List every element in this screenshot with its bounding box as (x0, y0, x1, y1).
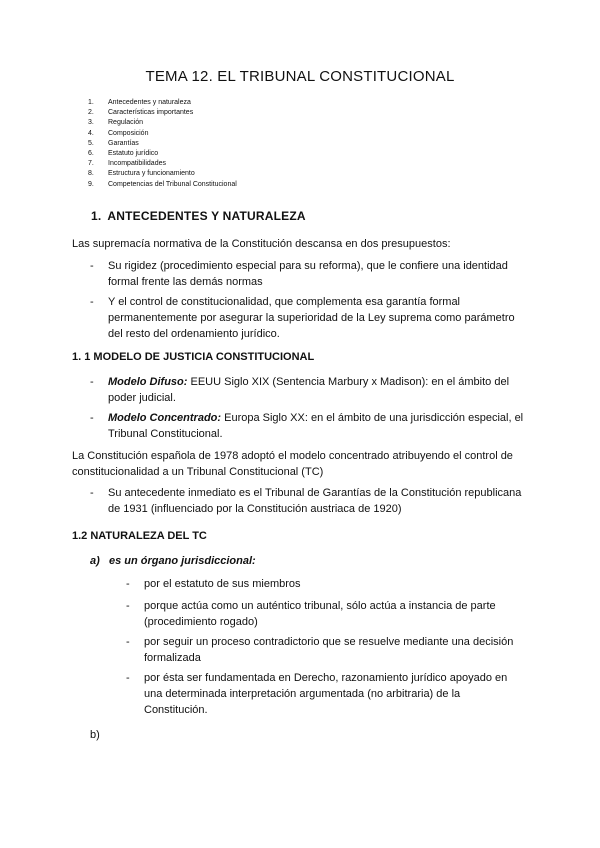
dash-bullet: - (90, 487, 94, 499)
list-item (90, 410, 550, 442)
list-item (90, 485, 560, 517)
text-line: Su rigidez (procedimiento especial para su reforma), que le confiere una identidad (108, 260, 508, 272)
list-item (90, 374, 550, 406)
toc-number: 1. (88, 99, 94, 106)
text-line: formal frente las demás normas (108, 276, 263, 288)
list-item (90, 258, 550, 290)
subsection-heading: 1. 1 MODELO DE JUSTICIA CONSTITUCIONAL (72, 351, 315, 363)
dash-bullet: - (90, 260, 94, 272)
toc-number: 6. (88, 150, 94, 158)
toc-number: 3. (88, 119, 94, 127)
dash-bullet: - (90, 296, 94, 308)
toc-label: Garantías (108, 139, 139, 147)
toc-label: Antecedentes y naturaleza (108, 99, 191, 106)
page-title: TEMA 12. EL TRIBUNAL CONSTITUCIONAL (145, 68, 455, 85)
toc-label: Características importantes (108, 109, 194, 117)
toc-label: Estatuto jurídico (108, 150, 159, 158)
text-line: permanentemente por asegurar la superioridad de la Ley suprema como parámetro (108, 312, 515, 324)
text-line: Y el control de constitucionalidad, que complementa esa garantía formal (108, 296, 461, 308)
subsection-heading: 1.2 NATURALEZA DEL TC (72, 530, 207, 542)
text-line: por ésta ser fundamentada en Derecho, razonamiento jurídico apoyado en (144, 672, 508, 684)
dash-bullet: - (90, 412, 94, 424)
text-line: por seguir un proceso contradictorio que se resuelve mediante una decisión (144, 636, 514, 648)
dash-bullet: - (126, 578, 130, 590)
toc-item (88, 129, 237, 139)
list-item (126, 634, 546, 666)
term-label: Modelo Difuso: (108, 376, 188, 388)
list-item (126, 576, 546, 592)
text-line: formalizada (144, 652, 201, 664)
table-of-contents (88, 98, 237, 190)
term-label: Modelo Concentrado: (108, 412, 222, 424)
toc-item (88, 98, 237, 108)
text-line: (procedimiento rogado) (144, 616, 258, 628)
toc-item (88, 149, 237, 159)
toc-label: Incompatibilidades (108, 160, 166, 168)
toc-label: Regulación (108, 119, 144, 127)
text-line: Su antecedente inmediato es el Tribunal de Garantías de la Constitución republicana (108, 487, 522, 499)
paragraph (72, 448, 552, 480)
text-line: de 1931 (influenciado por la Constitución austriaca de 1920) (108, 503, 402, 515)
dash-bullet: - (126, 672, 130, 684)
section-number: 1. (91, 209, 102, 223)
dash-bullet: - (126, 600, 130, 612)
list-label-a (90, 553, 256, 569)
text-line: Tribunal Constitucional. (108, 428, 223, 440)
dash-bullet: - (90, 376, 94, 388)
list-label-b: b) (90, 729, 100, 741)
toc-number: 2. (88, 109, 94, 117)
text-line: Constitución. (144, 704, 208, 716)
toc-item (88, 169, 237, 179)
list-item (126, 598, 546, 630)
toc-label: Composición (108, 129, 149, 137)
text-line: constitucionalidad a un Tribunal Constitucional (TC) (72, 466, 324, 478)
toc-number: 9. (88, 180, 94, 188)
list-letter: a) (90, 555, 100, 567)
toc-number: 8. (88, 170, 94, 178)
text-line: por el estatuto de sus miembros (144, 578, 301, 590)
term-description: EEUU Siglo XIX (Sentencia Marbury x Madison): en el ámbito del (187, 376, 510, 388)
toc-label: Competencias del Tribunal Constitucional (108, 180, 237, 188)
toc-number: 5. (88, 139, 94, 147)
text-line: La Constitución española de 1978 adoptó el modelo concentrado atribuyendo el control de (72, 450, 513, 462)
toc-label: Estructura y funcionamiento (108, 170, 195, 178)
text-line: porque actúa como un auténtico tribunal, sólo actúa a instancia de parte (144, 600, 496, 612)
toc-number: 7. (88, 160, 94, 168)
toc-item (88, 139, 237, 149)
toc-item (88, 118, 237, 128)
list-text: es un órgano jurisdiccional: (109, 555, 256, 567)
dash-bullet: - (126, 636, 130, 648)
text-line: una determinada interpretación argumentada (no arbitraria) de la (144, 688, 461, 700)
text-line: del resto del ordenamiento jurídico. (108, 328, 280, 340)
text-line: poder judicial. (108, 392, 176, 404)
section-title: ANTECEDENTES Y NATURALEZA (107, 209, 306, 223)
list-item (126, 670, 546, 718)
toc-number: 4. (88, 129, 94, 137)
toc-item (88, 108, 237, 118)
section-heading-1 (91, 209, 306, 223)
toc-item (88, 159, 237, 169)
list-item (90, 294, 550, 342)
intro-paragraph: Las supremacía normativa de la Constitución descansa en dos presupuestos: (72, 238, 451, 250)
term-description: Europa Siglo XX: en el ámbito de una jurisdicción especial, el (221, 412, 524, 424)
toc-item (88, 180, 237, 190)
